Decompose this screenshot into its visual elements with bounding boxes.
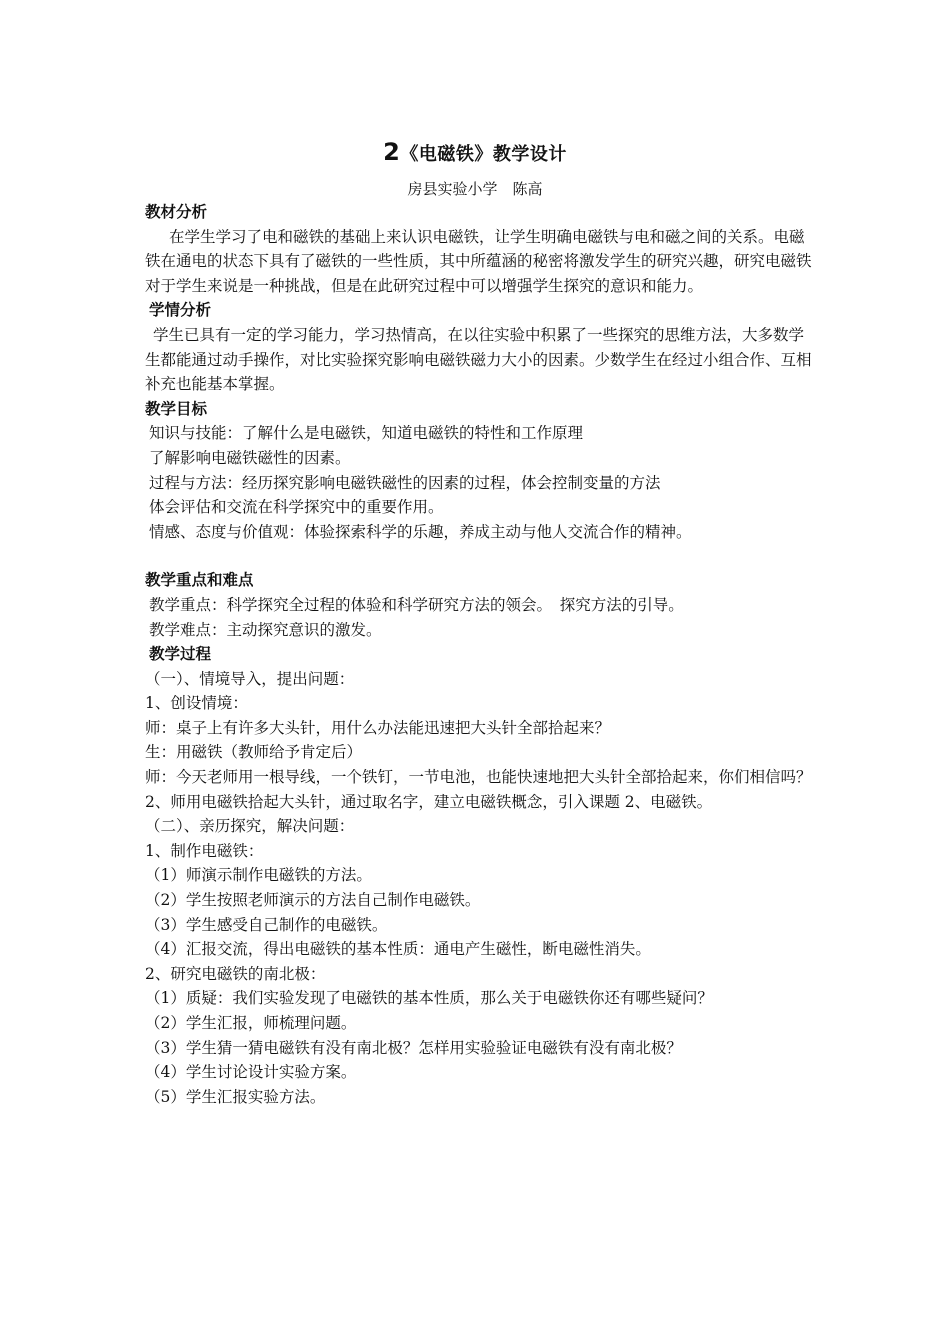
process-line: （二）、亲历探究，解决问题：	[145, 817, 355, 836]
document-body	[145, 200, 815, 1109]
objective-line: 过程与方法：经历探究影响电磁铁磁性的因素的过程，体会控制变量的方法	[149, 473, 661, 492]
title-text: 《电磁铁》教学设计	[400, 144, 567, 165]
section-heading-objectives: 教学目标	[145, 399, 208, 418]
process-line: （1）师演示制作电磁铁的方法。	[145, 866, 372, 885]
process-line: （一）、情境导入，提出问题：	[145, 669, 355, 688]
key-point-line: 教学难点：主动探究意识的激发。	[149, 620, 382, 639]
process-line: （2）学生按照老师演示的方法自己制作电磁铁。	[145, 891, 481, 910]
section-heading-material: 教材分析	[145, 203, 208, 221]
process-line: （4）学生讨论设计实验方案。	[145, 1063, 357, 1082]
objective-line: 体会评估和交流在科学探究中的重要作用。	[149, 498, 444, 517]
process-line: （3）学生猜一猜电磁铁有没有南北极？怎样用实验验证电磁铁有没有南北极？	[145, 1038, 682, 1057]
process-line: （4）汇报交流，得出电磁铁的基本性质：通电产生磁性，断电磁性消失。	[145, 940, 651, 959]
section-heading-process: 教学过程	[149, 645, 212, 664]
process-line: 生：用磁铁（教师给予肯定后）	[145, 743, 363, 762]
process-line: 1、制作电磁铁：	[145, 841, 264, 860]
paragraph-material-analysis: 在学生学习了电和磁铁的基础上来认识电磁铁，让学生明确电磁铁与电和磁之间的关系。电磁铁在通电的状态下具有了磁铁的一些性质，其中所蕴涵的秘密将激发学生的研究兴趣，研究电磁铁对于学生来说是一种挑战，但是在此研究过程中可以增强学生探究的意识和能力。	[145, 227, 812, 295]
key-point-line: 教学重点：科学探究全过程的体验和科学研究方法的领会。 探究方法的引导。	[149, 595, 684, 614]
process-line: 2、研究电磁铁的南北极：	[145, 964, 326, 983]
objective-line: 了解影响电磁铁磁性的因素。	[149, 448, 351, 467]
objective-line: 情感、态度与价值观：体验探索科学的乐趣，养成主动与他人交流合作的精神。	[149, 522, 692, 541]
process-line: （1）质疑：我们实验发现了电磁铁的基本性质，那么关于电磁铁你还有哪些疑问？	[145, 989, 713, 1008]
section-heading-students: 学情分析	[149, 301, 212, 320]
document-author: 房县实验小学 陈高	[407, 180, 543, 198]
process-line: 师：桌子上有许多大头针，用什么办法能迅速把大头针全部拾起来？	[145, 718, 611, 737]
document-title	[0, 138, 950, 166]
process-line: （3）学生感受自己制作的电磁铁。	[145, 915, 388, 934]
process-line: 师：今天老师用一根导线，一个铁钉，一节电池，也能快速地把大头针全部拾起来，你们相信吗？	[145, 768, 812, 787]
process-line: 1、创设情境：	[145, 694, 248, 713]
title-number: 2	[383, 138, 401, 166]
spacer	[145, 544, 815, 568]
section-heading-key-points: 教学重点和难点	[145, 571, 254, 590]
paragraph-student-analysis: 学生已具有一定的学习能力，学习热情高，在以往实验中积累了一些探究的思维方法，大多数学生都能通过动手操作，对比实验探究影响电磁铁磁力大小的因素。少数学生在经过小组合作、互相补充也能基本掌握。	[145, 325, 812, 394]
process-line: 2、师用电磁铁拾起大头针，通过取名字，建立电磁铁概念，引入课题 2、电磁铁。	[145, 792, 713, 811]
process-line: （5）学生汇报实验方法。	[145, 1087, 326, 1106]
process-line: （2）学生汇报，师梳理问题。	[145, 1014, 357, 1032]
objective-line: 知识与技能：了解什么是电磁铁，知道电磁铁的特性和工作原理	[149, 424, 584, 443]
